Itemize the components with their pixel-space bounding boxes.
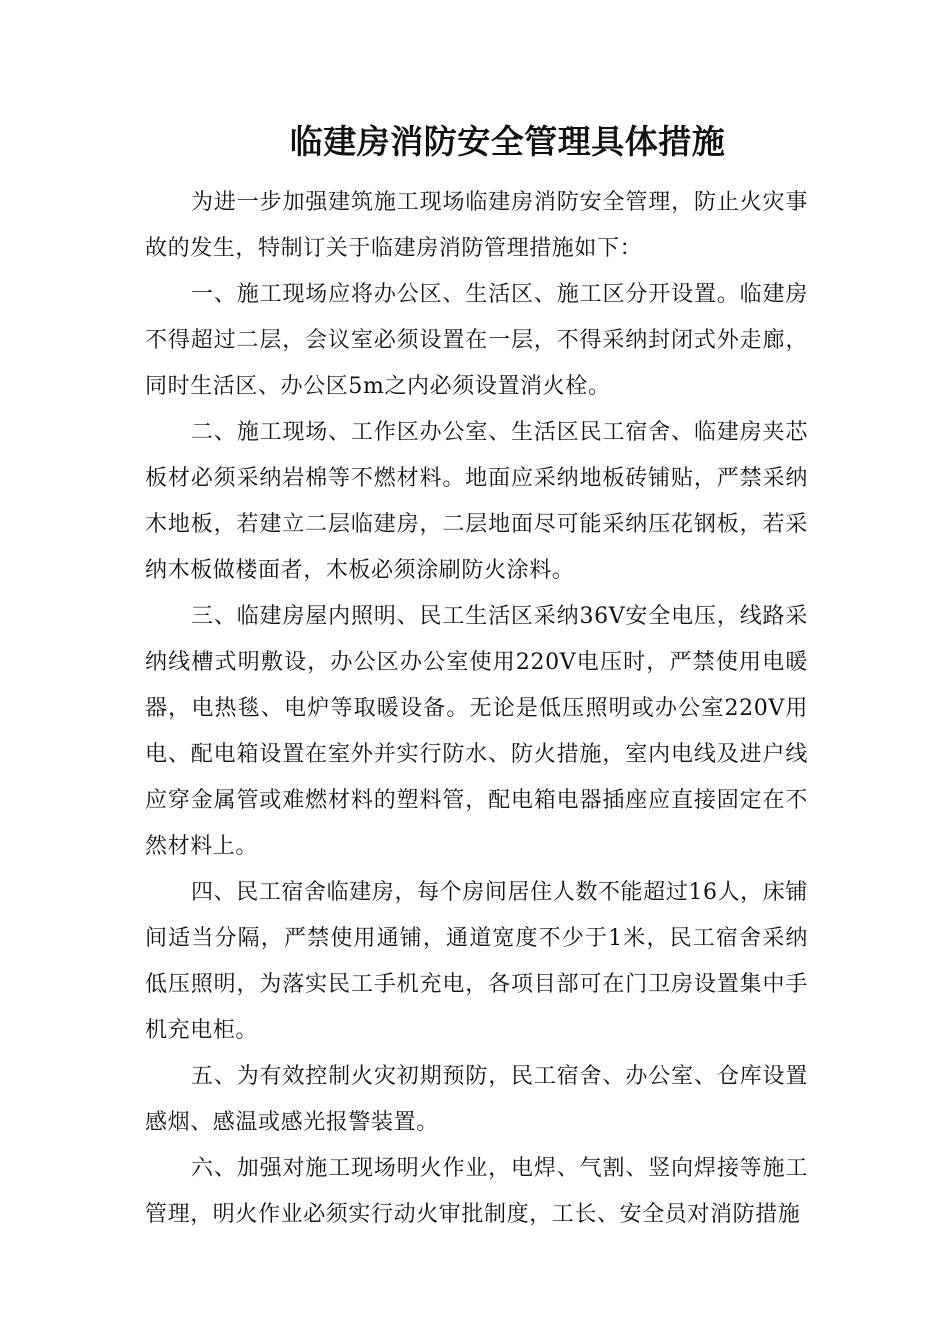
paragraph-3: 三、临建房屋内照明、民工生活区采纳36V安全电压，线路采纳线槽式明敷设，办公区办公室使用220V电压时，严禁使用电暖器，电热毯、电炉等取暖设备。无论是低压照明或办公室220V用电、配电箱设置在室外并实行防水、防火措施，室内电线及进户线应穿金属管或难燃材料的塑料管，配电箱电器插座应直接固定在不然材料上。 bbox=[145, 604, 808, 859]
paragraph-2: 二、施工现场、工作区办公室、生活区民工宿舍、临建房夹芯板材必须采纳岩棉等不燃材料。地面应采纳地板砖铺贴，严禁采纳木地板，若建立二层临建房，二层地面尽可能采纳压花钢板，若采纳木板做楼面者，木板必须涂刷防火涂料。 bbox=[145, 420, 808, 583]
document-title: 临建房消防安全管理具体措施 bbox=[289, 122, 726, 161]
paragraph-6: 六、加强对施工现场明火作业，电焊、气割、竖向焊接等施工管理，明火作业必须实行动火审批制度，工长、安全员对消防措施 bbox=[145, 1156, 808, 1227]
paragraph-5: 五、为有效控制火灾初期预防，民工宿舍、办公室、仓库设置感烟、感温或感光报警装置。 bbox=[145, 1064, 808, 1135]
paragraph-1: 一、施工现场应将办公区、生活区、施工区分开设置。临建房不得超过二层，会议室必须设置在一层，不得采纳封闭式外走廊，同时生活区、办公区5m之内必须设置消火栓。 bbox=[145, 282, 808, 399]
paragraph-4: 四、民工宿舍临建房，每个房间居住人数不能超过16人，床铺间适当分隔，严禁使用通铺，通道宽度不少于1米，民工宿舍采纳低压照明，为落实民工手机充电，各项目部可在门卫房设置集中手机充电柜。 bbox=[145, 880, 808, 1043]
paragraph-intro: 为进一步加强建筑施工现场临建房消防安全管理，防止火灾事故的发生，特制订关于临建房消防管理措施如下： bbox=[145, 190, 808, 261]
